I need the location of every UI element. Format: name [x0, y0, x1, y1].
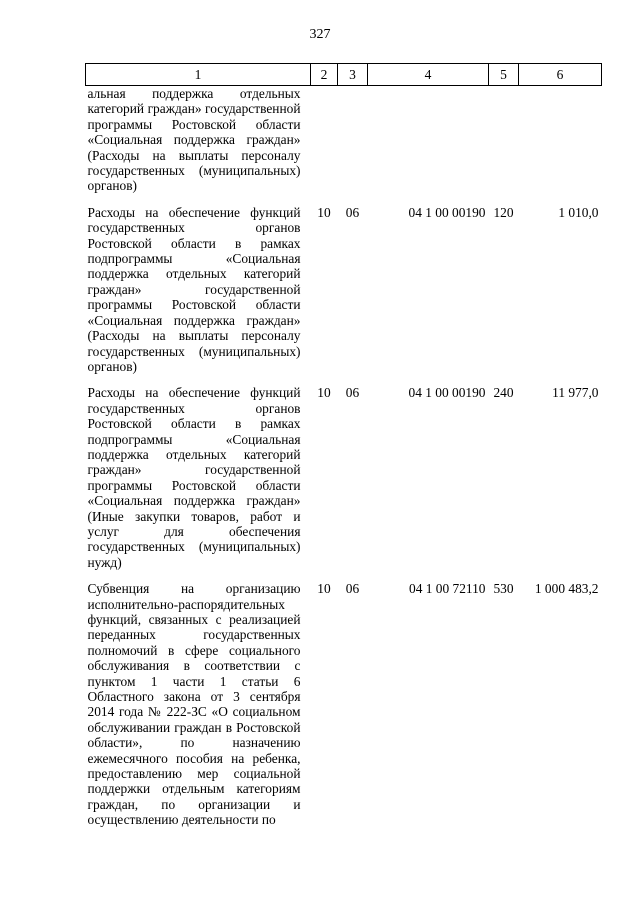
row-description: Субвенция на организацию исполнительно-распорядительных функций, связанных с реализацией переданных государственных полномочий в сфере социального обслуживания в соответствии с пунктом 1 части 1 статьи 6 Областного закона от 3 сентября 2014 года № 222-ЗС «О социальном обслуживании граждан в Ростовской области», по назначению ежемесячного пособия на ребенка, предоставлению мер социальной поддержки отдельным категориям граждан, по организации и осуществлению деятельности по: [87, 581, 301, 828]
row-section: 10: [317, 204, 331, 220]
row-section: 10: [317, 385, 331, 401]
row-section: [311, 86, 338, 205]
row-description: Расходы на обеспечение функций государственных органов Ростовской области в рамках подпрограммы «Социальная поддержка отдельных категорий граждан» государственной программы Ростовской области «Социальная поддержка граждан» (Расходы на выплаты персоналу государственных (муниципальных) органов): [87, 204, 301, 374]
row-section: 10: [317, 581, 331, 597]
row-target-code: 04 1 00 00190: [408, 204, 486, 220]
row-target-code: [368, 86, 489, 205]
row-expense-type: 530: [493, 581, 514, 597]
header-col-6: 6: [519, 64, 602, 86]
row-subsection: 06: [345, 204, 360, 220]
header-col-2: 2: [311, 64, 338, 86]
row-description: Расходы на обеспечение функций государственных органов Ростовской области в рамках подпрограммы «Социальная поддержка отдельных категорий граждан» государственной программы Ростовской области «Социальная поддержка граждан» (Иные закупки товаров, работ и услуг для обеспечения государственных (муниципальных) нужд): [87, 385, 301, 570]
row-description: альная поддержка отдельных категорий граждан» государственной программы Ростовской области «Социальная поддержка граждан» (Расходы на выплаты персоналу государственных (муниципальных) органов): [87, 86, 301, 194]
table-row: [86, 385, 602, 581]
row-expense-type: 120: [493, 204, 514, 220]
row-expense-type: 240: [493, 385, 514, 401]
budget-table: [85, 63, 602, 839]
row-amount: [519, 86, 602, 205]
row-amount: 11 977,0: [552, 385, 599, 401]
page-number: 327: [309, 27, 331, 42]
header-col-5: 5: [489, 64, 519, 86]
row-subsection: [338, 86, 368, 205]
table-header-row: [86, 64, 602, 86]
row-subsection: 06: [345, 385, 360, 401]
table-row: [86, 205, 602, 385]
header-col-4: 4: [368, 64, 489, 86]
row-expense-type: [489, 86, 519, 205]
row-target-code: 04 1 00 00190: [408, 385, 486, 401]
row-subsection: 06: [345, 581, 360, 597]
table-row: [86, 581, 602, 839]
header-col-3: 3: [338, 64, 368, 86]
header-col-1: 1: [86, 64, 311, 86]
row-target-code: 04 1 00 72110: [409, 581, 486, 597]
table-row: [86, 86, 602, 205]
row-amount: 1 000 483,2: [534, 581, 599, 597]
row-amount: 1 010,0: [558, 204, 599, 220]
